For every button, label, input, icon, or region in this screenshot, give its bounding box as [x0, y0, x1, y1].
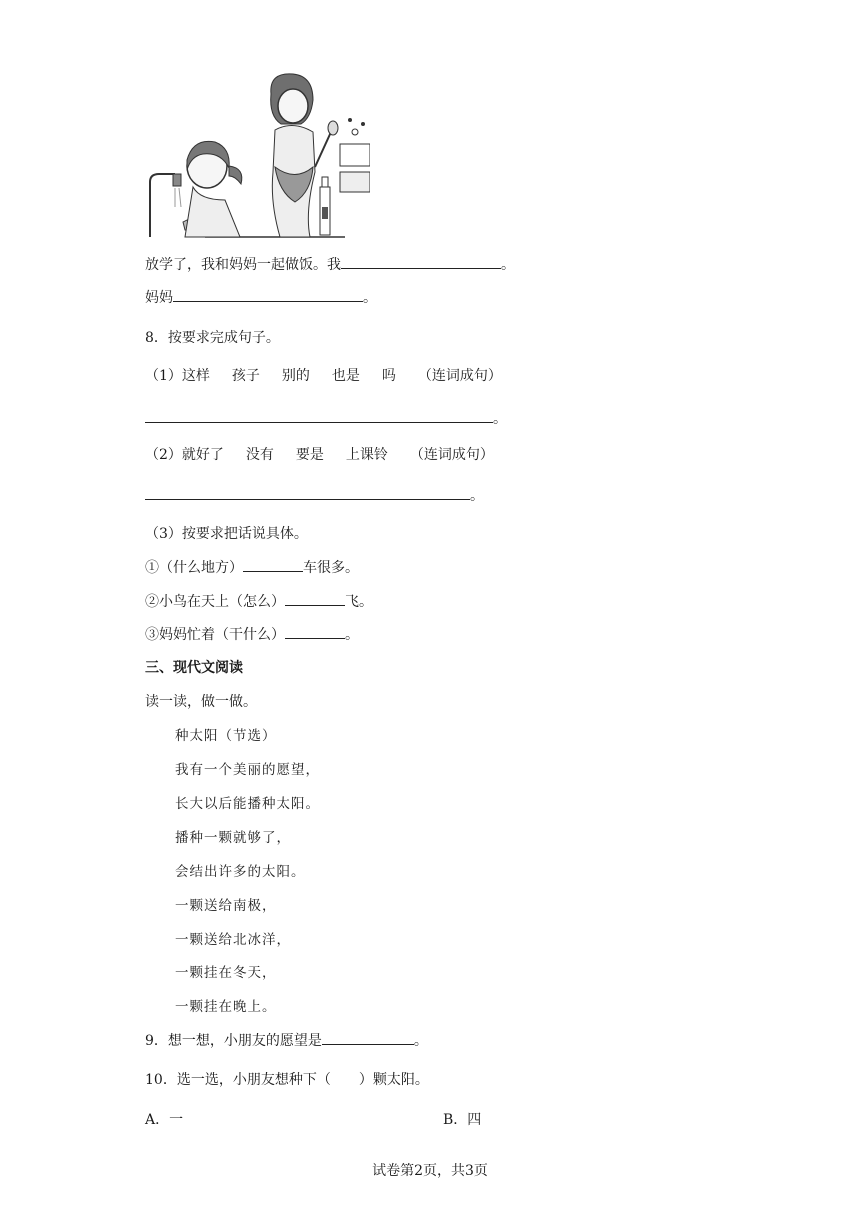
q8-item3	[145, 624, 359, 645]
mother-daughter-cooking-illustration	[145, 72, 370, 240]
q9-end: 。	[413, 1033, 428, 1049]
q7-line2-text: 妈妈	[145, 290, 173, 306]
section-intro: 读一读，做一做。	[145, 694, 257, 710]
q10-text: 10．选一选，小朋友想种下（ ）颗太阳。	[145, 1072, 429, 1088]
q7-line1-text: 放学了，我和妈妈一起做饭。我	[145, 257, 341, 273]
q8-item2-suffix: 飞。	[345, 594, 373, 610]
q8-item1-prompt: ①（什么地方）	[145, 560, 243, 576]
q8-sub3: （3）按要求把话说具体。	[145, 526, 308, 542]
word: 要是	[295, 447, 324, 463]
word: 上课铃	[345, 447, 388, 463]
poem-title: 种太阳（节选）	[175, 728, 277, 744]
q7-line2-end: 。	[363, 290, 377, 306]
q8-sub2	[145, 445, 494, 465]
q8-item3-blank[interactable]	[285, 624, 345, 639]
q7-line1	[145, 254, 515, 275]
q8-item1-suffix: 车很多。	[303, 560, 359, 576]
q8-item1	[145, 557, 359, 578]
q7-line1-end: 。	[501, 257, 515, 273]
poem-line: 一颗挂在冬天，	[175, 965, 277, 981]
q8-sub1-hint: （连词成句）	[417, 368, 502, 384]
q8-sub2-answer	[145, 485, 484, 506]
q8-sub1-number: （1）	[145, 368, 182, 384]
word: 孩子	[231, 368, 260, 384]
word: 没有	[245, 447, 274, 463]
q8-sub2-end: 。	[470, 488, 484, 504]
q9-answer-blank[interactable]	[322, 1030, 414, 1045]
q8-item1-blank[interactable]	[243, 557, 303, 572]
poem-line: 会结出许多的太阳。	[175, 864, 306, 880]
poem-line: 播种一颗就够了，	[175, 830, 291, 846]
poem-line: 一颗送给南极，	[175, 898, 277, 914]
q8-sub2-hint: （连词成句）	[409, 447, 494, 463]
word: 这样	[181, 368, 210, 384]
word: 就好了	[181, 447, 224, 463]
poem-line: 我有一个美丽的愿望，	[175, 762, 320, 778]
q8-sub1-answer	[145, 408, 507, 429]
poem-line: 一颗送给北冰洋，	[175, 932, 291, 948]
q7-line2	[145, 287, 377, 308]
word: 别的	[281, 368, 310, 384]
poem-line: 长大以后能播种太阳。	[175, 796, 320, 812]
q8-sub1-end: 。	[493, 411, 507, 427]
q8-sub1-answer-blank[interactable]	[145, 408, 493, 423]
q7-answer-blank-1[interactable]	[341, 254, 501, 269]
q8-item2-blank[interactable]	[285, 591, 345, 606]
q8-title: 8．按要求完成句子。	[145, 330, 280, 346]
section-heading: 三、现代文阅读	[145, 660, 243, 676]
q7-answer-blank-2[interactable]	[173, 287, 363, 302]
q10-option-b[interactable]: B．四	[443, 1112, 482, 1128]
q8-item2	[145, 591, 373, 612]
q8-sub2-number: （2）	[145, 447, 182, 463]
q8-item3-suffix: 。	[345, 627, 359, 643]
word: 吗	[381, 368, 396, 384]
q8-sub1	[145, 366, 502, 386]
q8-item2-prompt: ②小鸟在天上（怎么）	[145, 594, 285, 610]
q9	[145, 1030, 428, 1051]
q10-option-a[interactable]: A．一	[145, 1112, 184, 1128]
q8-item3-prompt: ③妈妈忙着（干什么）	[145, 627, 285, 643]
page-footer: 试卷第2页，共3页	[372, 1163, 488, 1179]
q9-text: 9．想一想，小朋友的愿望是	[145, 1033, 322, 1049]
q8-sub2-answer-blank[interactable]	[145, 485, 470, 500]
poem-line: 一颗挂在晚上。	[175, 999, 277, 1015]
word: 也是	[331, 368, 360, 384]
